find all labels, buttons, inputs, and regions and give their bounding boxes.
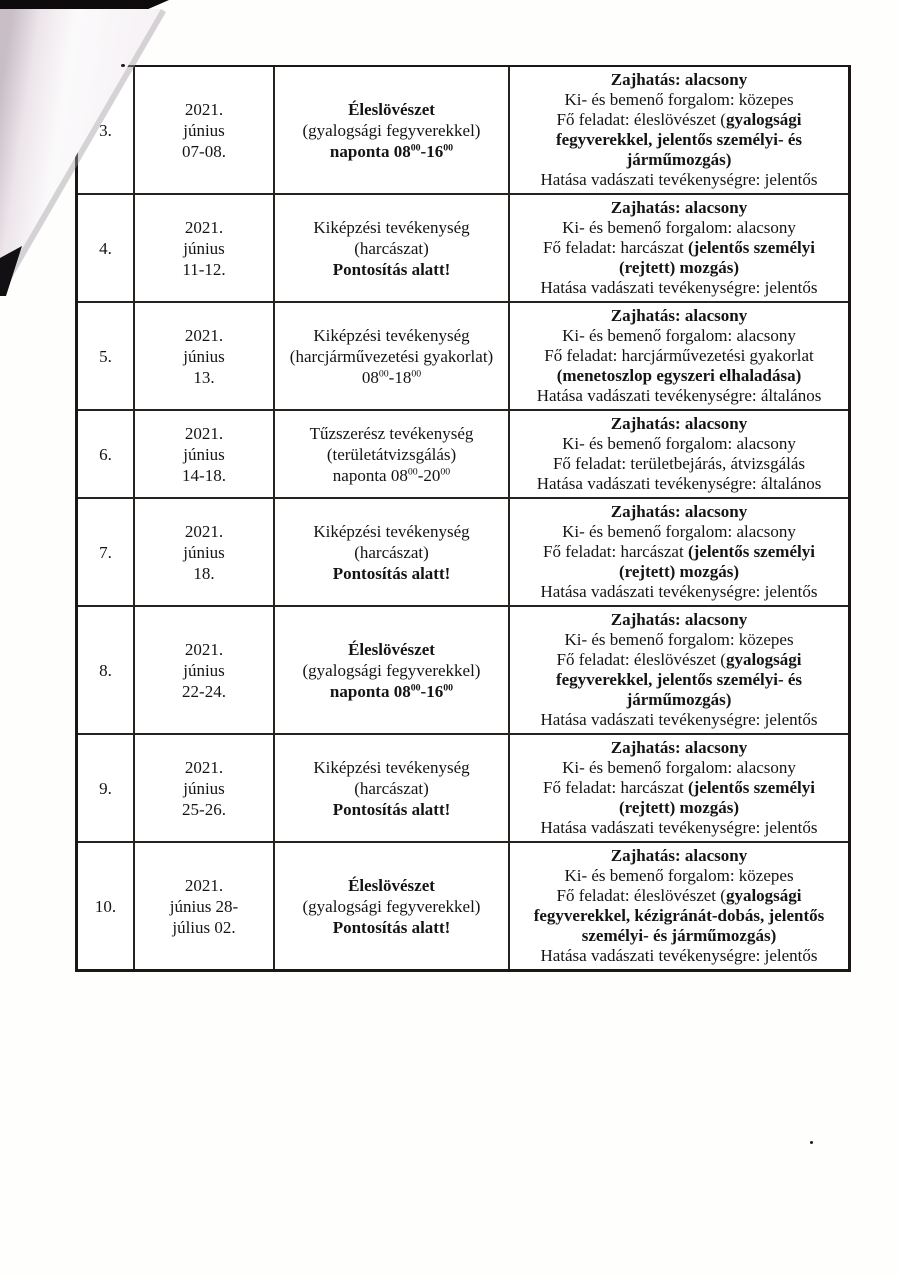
page-fold-artifact <box>0 0 200 300</box>
text-segment: Zajhatás: alacsony <box>610 502 748 521</box>
text-segment: 8. <box>99 660 112 680</box>
cell-date <box>133 735 273 841</box>
text-segment: (gyalogsági fegyverekkel) <box>302 896 481 916</box>
text-segment: Hatása vadászati tevékenységre: jelentős <box>540 818 818 837</box>
text-segment: Ki- és bemenő forgalom: közepes <box>564 630 794 649</box>
activity-line <box>276 423 507 444</box>
text-segment: Fő feladat: éleslövészet ( <box>556 650 726 669</box>
text-segment: Fő feladat: harcjárművezetési gyakorlat <box>544 346 814 365</box>
text-segment: Éleslövészet <box>348 99 435 119</box>
text-segment: gyalogsági fegyverekkel, jelentős személyi- és járműmozgás) <box>555 110 803 169</box>
date-line <box>137 875 271 896</box>
cell-details <box>508 411 848 497</box>
text-segment: (harcászat) <box>354 238 429 258</box>
cell-row-number <box>78 607 133 733</box>
activity-line <box>276 639 507 660</box>
date-line <box>137 465 271 486</box>
activity-line <box>276 238 507 259</box>
row-number <box>80 778 131 799</box>
text-segment: 22-24. <box>182 681 226 701</box>
table-row <box>78 733 848 841</box>
cell-activity <box>273 67 508 193</box>
text-segment: 00 <box>407 465 418 477</box>
text-segment: Pontosítás alatt! <box>332 799 451 819</box>
text-segment: Ki- és bemenő forgalom: közepes <box>564 90 794 109</box>
detail-line <box>514 238 844 278</box>
text-segment: Ki- és bemenő forgalom: alacsony <box>562 758 796 777</box>
text-segment: 9. <box>99 778 112 798</box>
detail-line <box>514 846 844 866</box>
text-segment: Ki- és bemenő forgalom: alacsony <box>562 218 796 237</box>
text-segment: gyalogsági fegyverekkel, kézigránát-dobás, jelentős személyi- és járműmozgás) <box>533 886 825 945</box>
text-segment: Zajhatás: alacsony <box>610 414 748 433</box>
table-row <box>78 841 848 969</box>
date-line <box>137 757 271 778</box>
text-segment: (jelentős személyi (rejtett) mozgás) <box>618 238 815 277</box>
cell-row-number <box>78 735 133 841</box>
activity-line <box>276 367 507 388</box>
cell-details <box>508 607 848 733</box>
text-segment: Zajhatás: alacsony <box>610 198 748 217</box>
scan-speck <box>810 1141 813 1144</box>
date-line <box>137 799 271 820</box>
activity-line <box>276 444 507 465</box>
text-segment: naponta 08 <box>332 465 408 485</box>
detail-line <box>514 886 844 946</box>
cell-activity <box>273 607 508 733</box>
table-row <box>78 497 848 605</box>
text-segment: Fő feladat: harcászat <box>543 778 688 797</box>
text-segment: 10. <box>94 896 117 916</box>
text-segment: Kiképzési tevékenység <box>313 757 470 777</box>
text-segment: Fő feladat: területbejárás, átvizsgálás <box>552 454 806 473</box>
cell-date <box>133 303 273 409</box>
detail-line <box>514 110 844 170</box>
text-segment: 00 <box>440 465 451 477</box>
cell-details <box>508 67 848 193</box>
detail-line <box>514 306 844 326</box>
text-segment: június <box>183 660 225 680</box>
detail-line <box>514 70 844 90</box>
activity-line <box>276 120 507 141</box>
text-segment: -20 <box>417 465 441 485</box>
text-segment: (gyalogsági fegyverekkel) <box>302 120 481 140</box>
cell-date <box>133 499 273 605</box>
text-segment: Kiképzési tevékenység <box>313 521 470 541</box>
text-segment: Pontosítás alatt! <box>332 917 451 937</box>
text-segment: 2021. <box>184 757 224 777</box>
text-segment: 5. <box>99 346 112 366</box>
text-segment: Hatása vadászati tevékenységre: általános <box>536 386 822 405</box>
detail-line <box>514 278 844 298</box>
date-line <box>137 521 271 542</box>
text-segment: 4. <box>99 238 112 258</box>
text-segment: Hatása vadászati tevékenységre: jelentős <box>540 582 818 601</box>
text-segment: (harcjárművezetési gyakorlat) <box>289 346 494 366</box>
text-segment: 3. <box>99 120 112 140</box>
text-segment: 08 <box>361 367 379 387</box>
table-row <box>78 605 848 733</box>
cell-date <box>133 843 273 969</box>
text-segment: Hatása vadászati tevékenységre: jelentős <box>540 170 818 189</box>
text-segment: (menetoszlop egyszeri elhaladása) <box>556 366 802 385</box>
date-line <box>137 896 271 917</box>
cell-row-number <box>78 411 133 497</box>
text-segment: Hatása vadászati tevékenységre: általános <box>536 474 822 493</box>
detail-line <box>514 522 844 542</box>
date-line <box>137 367 271 388</box>
text-segment: Kiképzési tevékenység <box>313 217 470 237</box>
activity-line <box>276 521 507 542</box>
detail-line <box>514 630 844 650</box>
detail-line <box>514 454 844 474</box>
cell-activity <box>273 195 508 301</box>
text-segment: Fő feladat: éleslövészet ( <box>556 886 726 905</box>
text-segment: Tűzszerész tevékenység <box>309 423 474 443</box>
text-segment: Hatása vadászati tevékenységre: jelentős <box>540 278 818 297</box>
activity-line <box>276 325 507 346</box>
detail-line <box>514 738 844 758</box>
cell-details <box>508 735 848 841</box>
text-segment: (harcászat) <box>354 778 429 798</box>
text-segment: június <box>183 444 225 464</box>
cell-activity <box>273 735 508 841</box>
activity-line <box>276 799 507 820</box>
text-segment: (gyalogsági fegyverekkel) <box>302 660 481 680</box>
text-segment: 00 <box>378 367 389 379</box>
text-segment: Zajhatás: alacsony <box>610 738 748 757</box>
text-segment: Fő feladat: éleslövészet ( <box>556 110 726 129</box>
detail-line <box>514 218 844 238</box>
text-segment: Éleslövészet <box>348 875 435 895</box>
text-segment: (jelentős személyi (rejtett) mozgás) <box>618 542 815 581</box>
text-segment: 00 <box>411 367 422 379</box>
activity-line <box>276 542 507 563</box>
text-segment: Pontosítás alatt! <box>332 259 451 279</box>
activity-line <box>276 217 507 238</box>
detail-line <box>514 90 844 110</box>
text-segment: Pontosítás alatt! <box>332 563 451 583</box>
text-segment: Ki- és bemenő forgalom: közepes <box>564 866 794 885</box>
row-number <box>80 660 131 681</box>
detail-line <box>514 414 844 434</box>
date-line <box>137 325 271 346</box>
cell-activity <box>273 499 508 605</box>
text-segment: Kiképzési tevékenység <box>313 325 470 345</box>
cell-activity <box>273 303 508 409</box>
detail-line <box>514 198 844 218</box>
text-segment: 00 <box>410 681 421 693</box>
text-segment: -16 <box>420 141 444 161</box>
text-segment: Fő feladat: harcászat <box>543 542 688 561</box>
text-segment: június <box>183 120 225 140</box>
date-line <box>137 444 271 465</box>
cell-row-number <box>78 303 133 409</box>
detail-line <box>514 386 844 406</box>
text-segment: (területátvizsgálás) <box>326 444 457 464</box>
activity-line <box>276 99 507 120</box>
scan-edge-bar <box>0 0 169 10</box>
text-segment: 2021. <box>184 639 224 659</box>
cell-details <box>508 499 848 605</box>
text-segment: -16 <box>420 681 444 701</box>
text-segment: naponta 08 <box>329 141 411 161</box>
text-segment: (jelentős személyi (rejtett) mozgás) <box>618 778 815 817</box>
text-segment: Zajhatás: alacsony <box>610 846 748 865</box>
date-line <box>137 542 271 563</box>
cell-activity <box>273 843 508 969</box>
detail-line <box>514 170 844 190</box>
text-segment: 2021. <box>184 875 224 895</box>
detail-line <box>514 542 844 582</box>
cell-row-number <box>78 843 133 969</box>
activity-line <box>276 681 507 702</box>
text-segment: 2021. <box>184 423 224 443</box>
text-segment: Ki- és bemenő forgalom: alacsony <box>562 326 796 345</box>
activity-line <box>276 896 507 917</box>
date-line <box>137 778 271 799</box>
activity-line <box>276 757 507 778</box>
activity-line <box>276 917 507 938</box>
row-number <box>80 346 131 367</box>
date-line <box>137 681 271 702</box>
cell-details <box>508 843 848 969</box>
activity-line <box>276 259 507 280</box>
text-segment: Zajhatás: alacsony <box>610 306 748 325</box>
text-segment: gyalogsági fegyverekkel, jelentős személyi- és járműmozgás) <box>555 650 803 709</box>
text-segment: június <box>183 542 225 562</box>
text-segment: 13. <box>193 367 215 387</box>
date-line <box>137 423 271 444</box>
detail-line <box>514 474 844 494</box>
detail-line <box>514 650 844 710</box>
text-segment: 00 <box>410 141 421 153</box>
table-row <box>78 301 848 409</box>
activity-line <box>276 778 507 799</box>
text-segment: 7. <box>99 542 112 562</box>
text-segment: 11-12. <box>182 259 226 279</box>
text-segment: június 28- <box>169 896 239 916</box>
detail-line <box>514 502 844 522</box>
cell-details <box>508 303 848 409</box>
text-segment: 2021. <box>184 325 224 345</box>
text-segment: naponta 08 <box>329 681 411 701</box>
cell-activity <box>273 411 508 497</box>
cell-details <box>508 195 848 301</box>
detail-line <box>514 610 844 630</box>
detail-line <box>514 866 844 886</box>
date-line <box>137 639 271 660</box>
text-segment: 25-26. <box>182 799 226 819</box>
scan-speck <box>121 64 125 67</box>
text-segment: Ki- és bemenő forgalom: alacsony <box>562 522 796 541</box>
cell-date <box>133 411 273 497</box>
text-segment: 6. <box>99 444 112 464</box>
detail-line <box>514 946 844 966</box>
text-segment: 2021. <box>184 521 224 541</box>
text-segment: Zajhatás: alacsony <box>610 70 748 89</box>
cell-date <box>133 607 273 733</box>
detail-line <box>514 582 844 602</box>
text-segment: Éleslövészet <box>348 639 435 659</box>
text-segment: 2021. <box>184 99 224 119</box>
date-line <box>137 917 271 938</box>
date-line <box>137 346 271 367</box>
date-line <box>137 660 271 681</box>
detail-line <box>514 710 844 730</box>
table-row <box>78 409 848 497</box>
activity-line <box>276 141 507 162</box>
text-segment: Ki- és bemenő forgalom: alacsony <box>562 434 796 453</box>
activity-line <box>276 465 507 486</box>
text-segment: július 02. <box>172 917 236 937</box>
detail-line <box>514 778 844 818</box>
text-segment: június <box>183 346 225 366</box>
activity-line <box>276 346 507 367</box>
text-segment: -18 <box>388 367 412 387</box>
detail-line <box>514 758 844 778</box>
text-segment: 2021. <box>184 217 224 237</box>
text-segment: 18. <box>193 563 215 583</box>
text-segment: Fő feladat: harcászat <box>543 238 688 257</box>
activity-line <box>276 563 507 584</box>
text-segment: Hatása vadászati tevékenységre: jelentős <box>540 946 818 965</box>
detail-line <box>514 434 844 454</box>
text-segment: 14-18. <box>182 465 226 485</box>
cell-row-number <box>78 499 133 605</box>
detail-line <box>514 326 844 346</box>
detail-line <box>514 346 844 366</box>
date-line <box>137 563 271 584</box>
row-number <box>80 444 131 465</box>
text-segment: 00 <box>443 141 454 153</box>
text-segment: Zajhatás: alacsony <box>610 610 748 629</box>
row-number <box>80 542 131 563</box>
activity-line <box>276 875 507 896</box>
detail-line <box>514 818 844 838</box>
text-segment: 07-08. <box>182 141 226 161</box>
text-segment: 00 <box>443 681 454 693</box>
row-number <box>80 896 131 917</box>
detail-line <box>514 366 844 386</box>
text-segment: (harcászat) <box>354 542 429 562</box>
activity-line <box>276 660 507 681</box>
text-segment: június <box>183 238 225 258</box>
text-segment: június <box>183 778 225 798</box>
text-segment: Hatása vadászati tevékenységre: jelentős <box>540 710 818 729</box>
